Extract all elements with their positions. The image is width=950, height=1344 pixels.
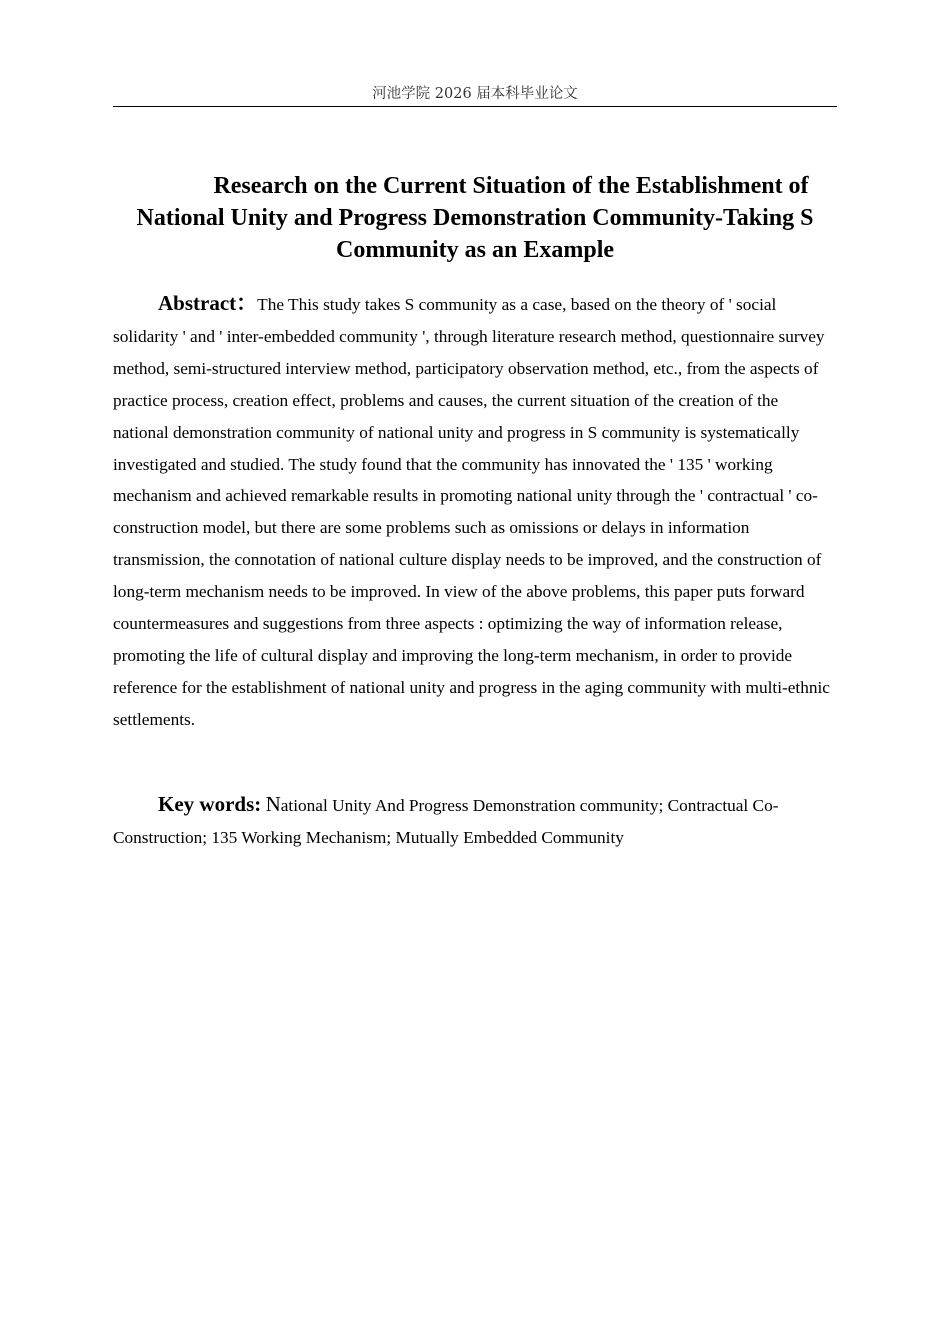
keywords-text: ational Unity And Progress Demonstration community; Contractual Co-Construction; 135 Working Mechanism; Mutually Embedded Community (113, 796, 779, 847)
paper-title-line-2: National Unity and Progress Demonstration Community-Taking S (136, 205, 814, 231)
paper-title-line-1: Research on the Current Situation of the Establishment of (213, 173, 809, 199)
abstract-paragraph (113, 288, 837, 736)
paper-title (113, 170, 837, 266)
paper-title-line-3: Community as an Example (335, 237, 615, 263)
abstract-text: The This study takes S community as a case, based on the theory of ' social solidarity ' and ' inter-embedded community ', through literature research method, questionnaire survey method, semi-structured interview method, participatory observation method, etc., from the aspects of practice process, creation effect, problems and causes, the current situation of the creation of the national demonstration community of national unity and progress in S community is systematically investigated and studied. The study found that the community has innovated the ' 135 ' working mechanism and achieved remarkable results in promoting national unity through the ' contractual ' co-construction model, but there are some problems such as omissions or delays in information transmission, the connotation of national culture display needs to be improved, and the construction of long-term mechanism needs to be improved. In view of the above problems, this paper puts forward countermeasures and suggestions from three aspects : optimizing the way of information release, promoting the life of cultural display and improving the long-term mechanism, in order to provide reference for the establishment of national unity and progress in the aging community with multi-ethnic settlements. (113, 295, 830, 729)
running-header (113, 84, 837, 107)
keywords-paragraph (113, 789, 837, 854)
keywords-first-letter: N (265, 792, 281, 816)
abstract-label: Abstract： (158, 291, 258, 315)
running-header-text: 河池学院 2026 届本科毕业论文 (372, 86, 578, 102)
keywords-label: Key words: (158, 792, 262, 816)
